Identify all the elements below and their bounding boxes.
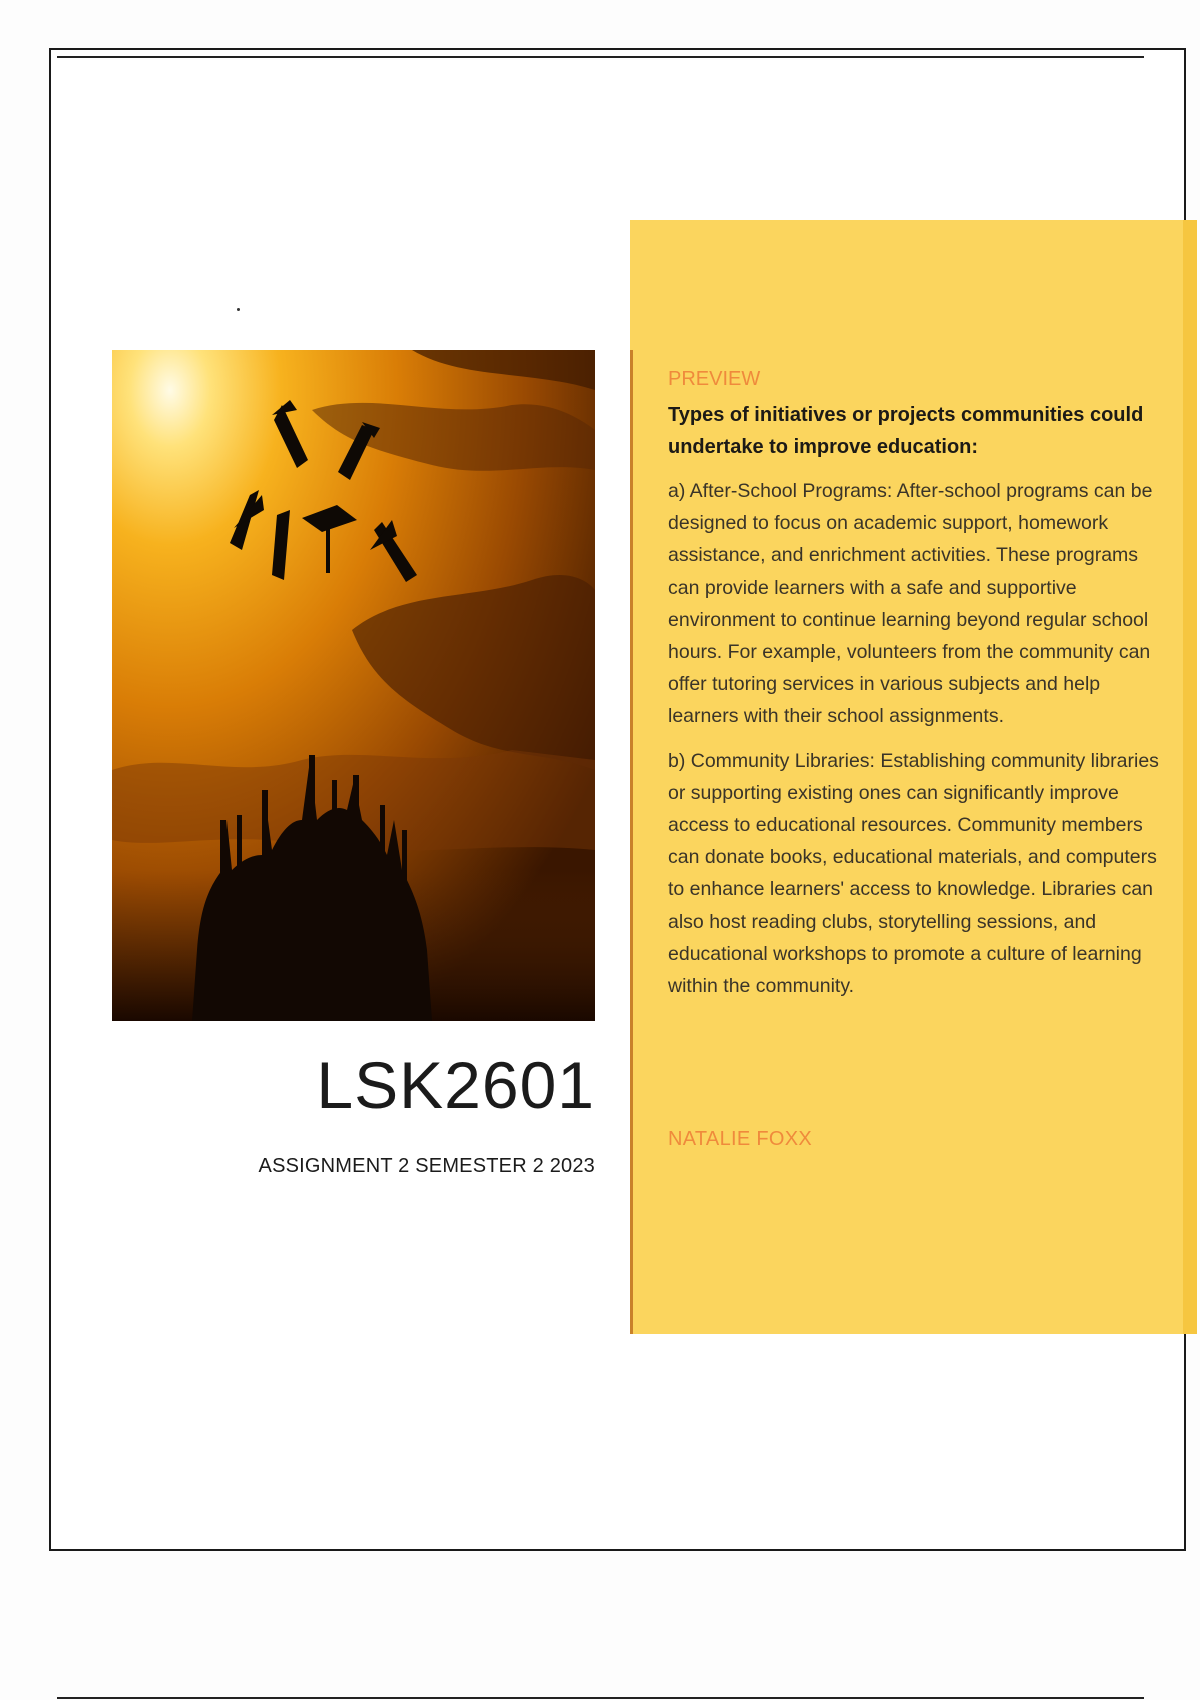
sidebar-edge (630, 350, 633, 1334)
stray-dot (237, 308, 240, 311)
course-code-title: LSK2601 (316, 1048, 595, 1122)
preview-paragraph-a: a) After-School Programs: After-school programs can be designed to focus on academic support, homework assistance, and enrichment activities. These programs can provide learners with a safe and supportive environment to continue learning beyond regular school hours. For example, volunteers from the community can offer tutoring services in various subjects and help learners with their school assignments. (668, 480, 1153, 728)
preview-paragraph-b: b) Community Libraries: Establishing community libraries or supporting existing ones can significantly improve access to educational resources. Community members can donate books, educational materials, and computers to enhance learners' access to knowledge. Libraries can also host reading clubs, storytelling sessions, and educational workshops to promote a culture of learning within the community. (668, 749, 1159, 998)
preview-label: PREVIEW (668, 368, 761, 390)
preview-heading: Types of initiatives or projects communities could undertake to improve education: (668, 404, 1144, 458)
graduation-sunset-image (112, 350, 595, 1021)
preview-content (668, 365, 1168, 1014)
sidebar-shadow (1183, 220, 1197, 1334)
assignment-subtitle: ASSIGNMENT 2 SEMESTER 2 2023 (258, 1155, 595, 1177)
bottom-rule (57, 1697, 1144, 1699)
author-name: NATALIE FOXX (668, 1128, 813, 1150)
top-rule (57, 56, 1144, 58)
